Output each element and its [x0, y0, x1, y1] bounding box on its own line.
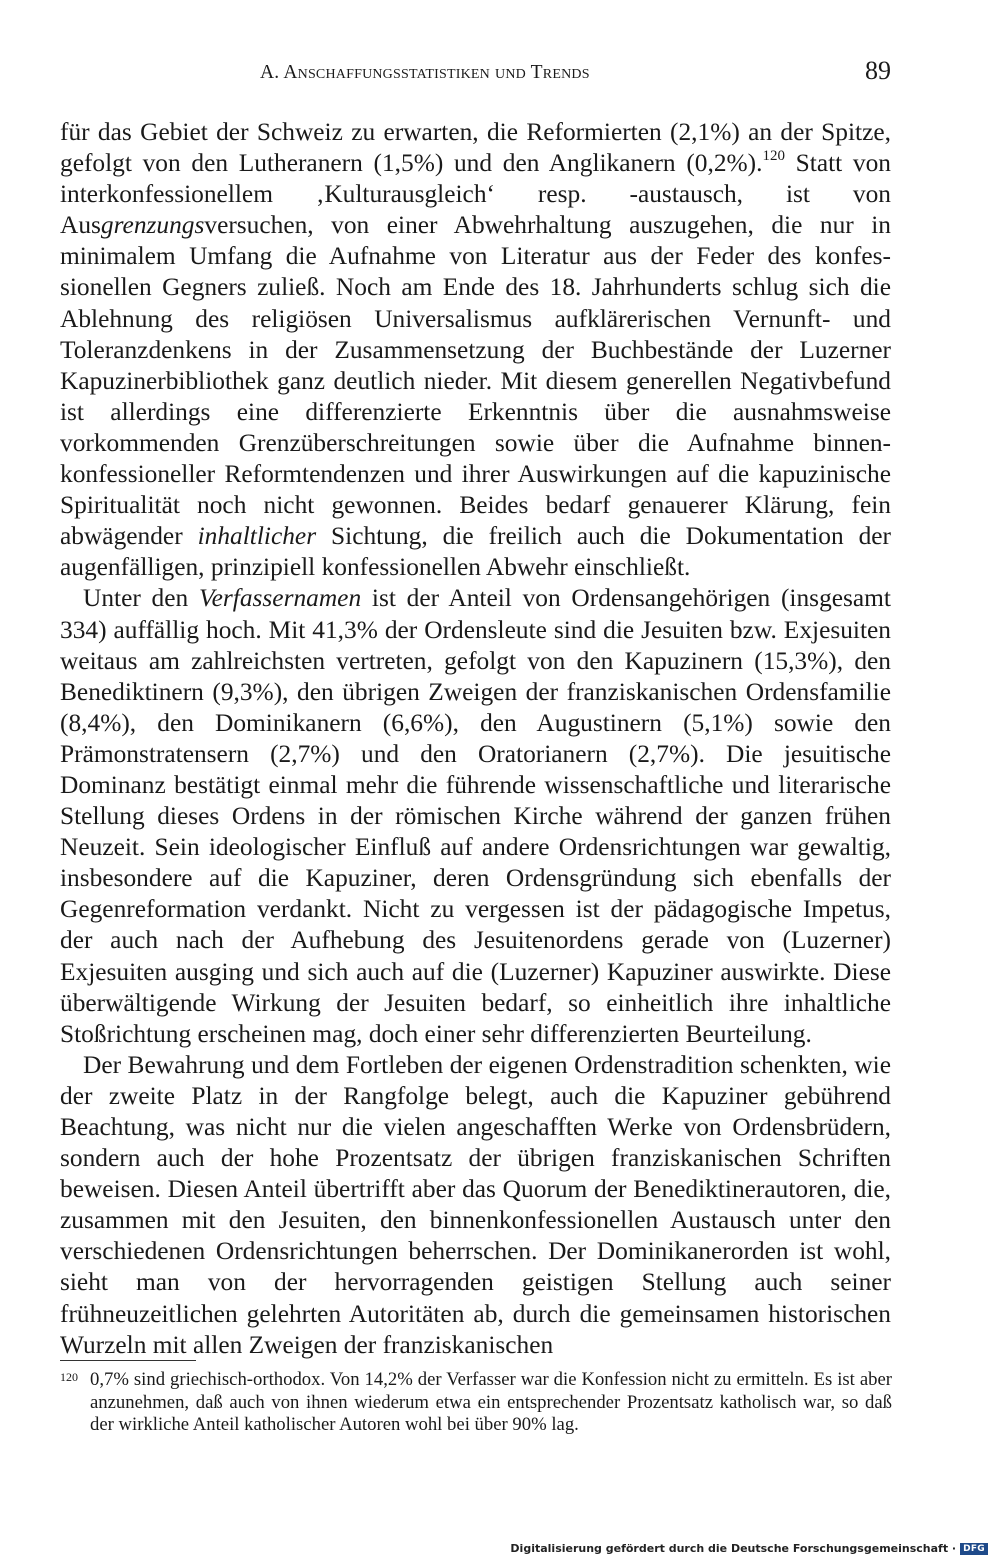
paragraph-text: Der Bewahrung und dem Fortleben der eigenen Ordenstradition schenkten, wie der zweite Platz in der Rangfolge belegt, auch die Kapuziner gebührend Beachtung, was nicht nur die vielen angeschafften Werke von Ordensbrüdern, sondern auch der hohe Prozentsatz der übrigen franziskanischen Schriften beweisen. Diesen Anteil übertrifft aber das Quorum der Benediktinerautoren, die, zusammen mit den Jesuiten, den binnenkonfessionellen Austausch unter den verschiedenen Ordensrichtungen beherrschen. Der Dominikanerorden ist wohl, sieht man von der hervorragenden geistigen Stellung auch seiner frühneuzeitlichen gelehrten Autoritäten ab, durch die gemeinsamen historischen Wurzeln mit allen Zweigen der franziskanischen — [60, 1050, 891, 1359]
footnote-separator — [60, 1360, 196, 1361]
emphasis-text: Verfassernamen — [198, 584, 362, 613]
body-text — [60, 117, 891, 1361]
paragraph-text: versuchen, von einer Abwehrhaltung auszugehen, die nur in minimalem Umfang die Aufnahme von Literatur aus der Feder des konfessionellen Gegners zuließ. Noch am Ende des 18. Jahrhunderts schlug sich die Ablehnung des religiösen Universalismus aufklärerischen Vernunft- und Toleranzdenkens in der Zusammensetzung der Buchbestände der Luzerner Kapuzinerbibliothek ganz deutlich nieder. Mit diesem generellen Negativbefund ist allerdings eine differenzierte Erkenntnis über die ausnahmsweise vorkommenden Grenzüberschreitungen sowie über die Aufnahme binnenkonfessioneller Reformtendenzen und ihrer Auswirkungen auf die kapuzinische Spiritualität noch nicht gewonnen. Beides bedarf genauerer Klärung, fein abwägender — [60, 211, 891, 551]
paragraph — [60, 117, 891, 583]
running-title: A. Anschaffungsstatistiken und Trends — [260, 62, 590, 83]
page-number: 89 — [865, 56, 891, 85]
footnote — [60, 1369, 892, 1437]
credit-text: Digitalisierung gefördert durch die Deutsche Forschungsgemeinschaft · — [510, 1542, 957, 1555]
paragraph-text: Sichtung, die freilich auch die Dokumentation der augenfälligen, prinzipiell konfessionellen Abwehr einschließt. — [60, 522, 892, 582]
footnote-text: 0,7% sind griechisch-orthodox. Von 14,2% der Verfasser war die Konfession nicht zu ermitteln. Es ist aber anzunehmen, daß auch von ihnen wiederum etwa ein entsprechender Prozentsatz katholisch war, so daß der wirkliche Anteil katholischer Autoren wohl bei über 90% lag. — [90, 1369, 892, 1436]
digitization-credit — [510, 1542, 988, 1555]
emphasis-text: grenzungs — [100, 211, 205, 240]
paragraph — [60, 583, 891, 1049]
paragraph-text: ist der Anteil von Ordensangehörigen (insgesamt 334) auffällig hoch. Mit 41,3% der Ordensleute sind die Jesuiten bzw. Exjesuiten weitaus am zahlreichsten vertreten, gefolgt von den Kapuzinern (15,3%), den Benediktinern (9,3%), den übrigen Zweigen der franziskanischen Ordensfamilie (8,4%), den Dominikanern (6,6%), den Augustinern (5,1%) sowie den Prämonstratensern (2,7%) und den Oratorianern (2,7%). Die jesuitische Dominanz bestätigt einmal mehr die führende wissenschaftliche und literarische Stellung dieses Ordens in der römischen Kirche während der ganzen frühen Neuzeit. Sein ideologischer Einfluß auf andere Ordensrichtungen war gewaltig, insbesondere auf die Kapuziner, deren Ordensgründung sich ebenfalls der Gegenreformation verdankt. Nicht zu vergessen ist der pädagogische Impetus, der auch nach der Aufhebung des Jesuitenordens gerade von (Luzerner) Exjesuiten ausging und sich auch auf die (Luzerner) Kapuziner auswirkte. Diese überwältigende Wirkung der Jesuiten bedarf, so einheitlich ihre inhaltliche Stoßrichtung erscheinen mag, doch einer sehr differenzierten Beurteilung. — [60, 584, 891, 1048]
emphasis-text: inhaltlicher — [197, 522, 317, 551]
paragraph-text: Statt von interkonfessionellem ‚Kulturausgleich‘ resp. -austausch, ist von Aus — [60, 149, 891, 240]
paragraph-text: Unter den — [83, 584, 199, 613]
footnote-number: 120 — [60, 1370, 78, 1384]
running-header — [60, 58, 891, 92]
paragraph-text: für das Gebiet der Schweiz zu erwarten, die Reformierten (2,1%) an der Spitze, gefolgt von den Lutheranern (1,5%) und den Anglikanern (0,2%). — [60, 118, 891, 178]
dfg-logo-icon: DFG — [960, 1543, 988, 1555]
paragraph — [60, 1050, 891, 1361]
footnote-reference: 120 — [762, 148, 785, 165]
